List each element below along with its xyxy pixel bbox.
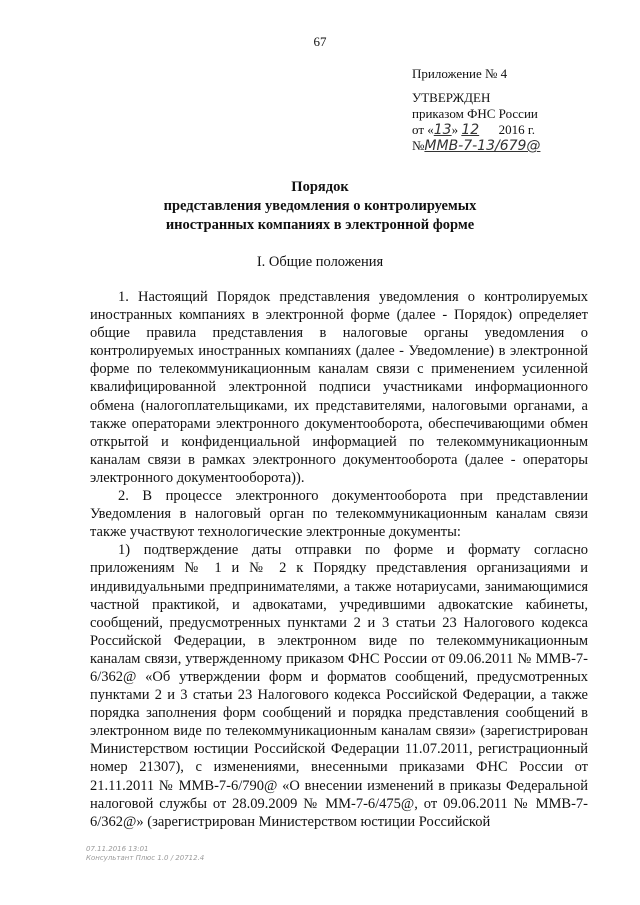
document-title <box>0 178 640 235</box>
body-text <box>90 288 588 831</box>
date-day: 13 <box>433 122 452 138</box>
date-year: 2016 г. <box>498 122 536 137</box>
paragraph-1: 1. Настоящий Порядок представления уведомления о контролируемых иностранных компаниях в электронной форме (далее - Порядок) определяет общие правила представления в налоговые органы уведомления о контролируемых иностранных компаниях (далее - Уведомление) в электронной форме по телекоммуникационным каналам связи с применением усиленной квалифицированной электронной подписи участниками информационного обмена (налогоплательщиками, их представителями, налоговыми органами, а также операторами электронного документооборота, обеспечивающими обмен открытой и конфиденциальной информацией по телекоммуникационным каналам связи в рамках электронного документооборота (далее - операторы электронного документооборота)). <box>90 289 588 486</box>
approval-block <box>412 66 540 154</box>
order-number <box>412 138 540 154</box>
date-prefix: от « <box>412 122 434 137</box>
order-label: приказом ФНС России <box>412 106 538 121</box>
section-heading: I. Общие положения <box>256 254 384 270</box>
footer-line-1: 07.11.2016 13:01 <box>86 845 149 853</box>
title-line-2: представления уведомления о контролируемых <box>163 198 477 214</box>
number-value: ММВ-7-13/679@ <box>424 138 541 154</box>
date-month: 12 <box>461 122 480 138</box>
footer-line-2: Консультант Плюс 1.0 / 20712.4 <box>86 854 205 862</box>
footer-stamp <box>86 845 204 863</box>
title-line-3: иностранных компаниях в электронной форме <box>165 217 475 233</box>
approved-label: УТВЕРЖДЕН <box>412 90 491 105</box>
appendix-label: Приложение № 4 <box>412 66 508 81</box>
title-line-1: Порядок <box>291 179 349 195</box>
number-prefix: № <box>412 138 425 153</box>
date-mid: » <box>451 122 462 137</box>
page-number: 67 <box>313 34 327 49</box>
paragraph-2: 2. В процессе электронного документооборота при представлении Уведомления в налоговый орган по телекоммуникационным каналам связи также участвуют технологические электронные документы: <box>90 488 588 541</box>
paragraph-3: 1) подтверждение даты отправки по форме и формату согласно приложениям № 1 и № 2 к Порядку представления организациями и индивидуальными предпринимателями, а также нотариусами, занимающимися частной практикой, и адвокатами, учредившими адвокатские кабинеты, сообщений, предусмотренных пунктами 2 и 3 статьи 23 Налогового кодекса Российской Федерации, в электронном виде по телекоммуникационным каналам связи, утвержденному приказом ФНС России от 09.06.2011 № ММВ-7-6/362@ «Об утверждении форм и форматов сообщений, предусмотренных пунктами 2 и 3 статьи 23 Налогового кодекса Российской Федерации, а также порядка заполнения форм сообщений и порядка представления сообщений в электронном виде по телекоммуникационным каналам связи» (зарегистрирован Министерством юстиции Российской Федерации 11.07.2011, регистрационный номер 21307), с изменениями, внесенными приказами ФНС России от 21.11.2011 № ММВ-7-6/790@ «О внесении изменений в приказы Федеральной налоговой службы от 28.09.2009 № ММ-7-6/475@, от 09.06.2011 № ММВ-7-6/362@» (зарегистрирован Министерством юстиции Российской <box>90 542 588 830</box>
order-date <box>412 122 540 138</box>
